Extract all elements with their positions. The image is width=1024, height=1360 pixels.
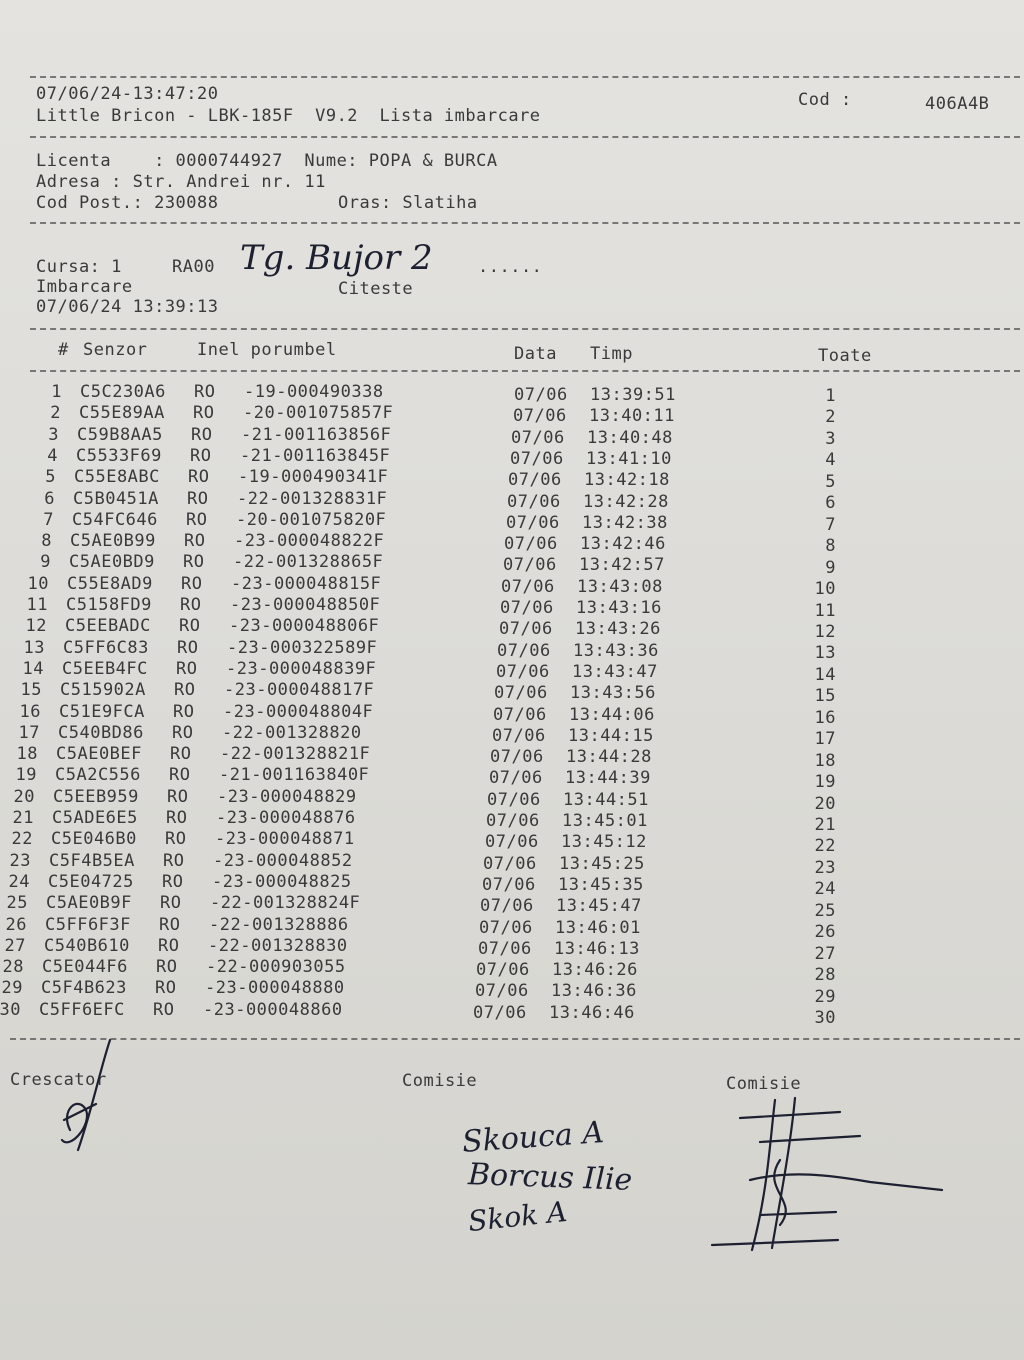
row-number: 17 [18,722,40,743]
senzor-id: C5B0451A [73,488,159,509]
inel-porumbel: -23-000322589F [227,637,378,658]
sosire-data: 07/06 [473,1002,527,1023]
tara: RO [156,957,178,978]
senzor-id: C54FC646 [72,509,158,530]
sosire-timp: 13:43:36 [573,640,659,661]
sosire-timp: 13:46:01 [555,917,641,938]
divider [30,136,1020,138]
col-header-senzor: Senzor [83,340,148,360]
cod-postal: Cod Post.: 230088 [36,193,219,213]
senzor-id: C5AE0BEF [56,744,142,765]
tara: RO [183,552,205,573]
toate-count: 18 [814,750,836,771]
tara: RO [194,382,216,402]
toate-count: 10 [814,579,836,600]
row-number: 22 [11,829,33,850]
inel-porumbel: -21-001163856F [241,424,392,445]
inel-porumbel: -22-001328821F [220,744,371,765]
sosire-data: 07/06 [497,640,551,661]
inel-porumbel: -23-000048871 [215,829,355,850]
senzor-id: C5F4B5EA [49,850,135,871]
sosire-data: 07/06 [479,917,533,938]
senzor-id: C540B610 [44,935,130,956]
inel-porumbel: -23-000048852 [213,850,353,871]
inel-porumbel: -21-001163845F [240,445,391,466]
toate-count: 13 [814,643,836,664]
toate-count: 21 [814,815,836,835]
tara: RO [173,701,195,722]
sosire-timp: 13:42:38 [582,512,668,533]
toate-count: 2 [825,407,836,428]
row-number: 14 [22,658,44,679]
senzor-id: C5E044F6 [42,957,128,978]
sosire-timp: 13:43:56 [570,683,656,704]
row-number: 15 [20,680,42,701]
tara: RO [158,935,180,956]
sosire-timp: 13:44:06 [569,704,655,725]
sosire-timp: 13:42:57 [579,555,665,576]
row-number: 9 [40,552,51,573]
row-number: 16 [19,701,41,722]
tara: RO [153,999,175,1020]
toate-count: 15 [814,686,836,707]
sosire-data: 07/06 [503,555,557,576]
tara: RO [165,829,187,850]
toate-count: 7 [825,514,836,535]
tara: RO [180,595,202,615]
tara: RO [162,871,184,892]
tara: RO [179,616,201,637]
toate-count: 5 [825,471,836,492]
cod-label: Cod : [798,90,852,110]
tara: RO [166,808,188,828]
inel-porumbel: -23-000048860 [203,999,343,1020]
row-number: 26 [5,914,27,935]
row-number: 12 [25,616,47,637]
senzor-id: C540BD86 [58,722,144,743]
senzor-id: C5EEB4FC [62,658,148,679]
sosire-timp: 13:45:01 [562,811,648,831]
sosire-timp: 13:46:36 [551,981,637,1002]
sosire-data: 07/06 [494,683,548,704]
toate-count: 19 [814,772,836,793]
tara: RO [190,445,212,466]
tara: RO [160,893,182,914]
inel-porumbel: -22-001328831F [237,488,388,509]
comisie-label-2: Comisie [726,1074,802,1094]
sosire-timp: 13:44:15 [568,725,654,746]
tara: RO [177,637,199,658]
toate-count: 9 [825,557,836,578]
senzor-id: C5E046B0 [51,829,137,850]
tara: RO [172,722,194,743]
senzor-id: C5ADE6E5 [52,808,138,828]
sosire-data: 07/06 [480,896,534,917]
toate-count: 26 [814,922,836,943]
senzor-id: C55E8AD9 [67,573,153,594]
row-number: 1 [51,382,62,402]
toate-count: 24 [814,879,836,900]
sosire-data: 07/06 [490,747,544,768]
col-header-data: Data [514,344,557,364]
row-number: 13 [23,637,45,658]
row-number: 19 [15,765,37,786]
device-title: Little Bricon - LBK-185F V9.2 Lista imbarcare [36,106,541,126]
sosire-timp: 13:46:13 [554,938,640,959]
sosire-data: 07/06 [508,470,562,491]
toate-count: 14 [814,664,836,685]
cod-value: 406A4B [925,94,990,114]
tara: RO [163,850,185,871]
sosire-data: 07/06 [485,832,539,853]
toate-count: 16 [814,707,836,728]
toate-count: 17 [814,729,836,750]
toate-count: 20 [814,793,836,814]
toate-count: 23 [814,857,836,878]
sosire-timp: 13:46:46 [549,1002,635,1023]
tara: RO [193,403,215,424]
sosire-data: 07/06 [475,981,529,1002]
inel-porumbel: -23-000048825 [212,871,352,892]
sosire-timp: 13:43:16 [576,598,662,618]
divider [30,222,1020,224]
row-number: 20 [13,786,35,807]
toate-count: 3 [825,428,836,449]
sosire-data: 07/06 [482,874,536,895]
toate-count: 6 [825,493,836,514]
licenta-line: Licenta : 0000744927 Nume: POPA & BURCA [36,151,498,171]
sosire-timp: 13:45:47 [556,896,642,917]
print-datetime: 07/06/24-13:47:20 [36,84,219,104]
inel-porumbel: -23-000048839F [226,658,377,679]
row-number: 11 [26,595,48,615]
tara: RO [186,509,208,530]
inel-porumbel: -23-000048880 [205,978,345,999]
inel-porumbel: -23-000048806F [229,616,380,637]
senzor-id: C5A2C556 [55,765,141,786]
sosire-data: 07/06 [500,598,554,618]
toate-count: 22 [814,836,836,857]
toate-count: 1 [825,386,836,406]
sosire-timp: 13:44:51 [563,789,649,810]
sosire-data: 07/06 [492,725,546,746]
sosire-timp: 13:44:39 [565,768,651,789]
inel-porumbel: -23-000048829 [217,786,357,807]
row-number: 27 [4,935,26,956]
senzor-id: C5FF6EFC [39,999,125,1020]
toate-count: 8 [825,536,836,557]
divider [30,328,1020,330]
sosire-data: 07/06 [486,811,540,831]
tara: RO [174,680,196,701]
tara: RO [184,531,206,552]
divider [30,76,1020,78]
senzor-id: C515902A [60,680,146,701]
citeste-label: Citeste [338,279,414,299]
sosire-timp: 13:45:35 [558,874,644,895]
senzor-id: C5F4B623 [41,978,127,999]
row-number: 2 [50,403,61,424]
sosire-timp: 13:42:18 [584,470,670,491]
sosire-data: 07/06 [478,938,532,959]
sosire-data: 07/06 [501,576,555,597]
inel-porumbel: -22-000903055 [206,957,346,978]
inel-porumbel: -23-000048850F [230,595,381,615]
sosire-timp: 13:43:47 [572,661,658,682]
inel-porumbel: -20-001075857F [243,403,394,424]
col-header-toate: Toate [818,346,872,366]
sosire-timp: 13:42:28 [583,491,669,512]
inel-porumbel: -23-000048822F [234,531,385,552]
toate-count: 27 [814,943,836,964]
tara: RO [169,765,191,786]
row-number: 5 [45,467,56,488]
row-number: 6 [44,488,55,509]
sosire-timp: 13:43:08 [577,576,663,597]
senzor-id: C55E89AA [79,403,165,424]
senzor-id: C5FF6F3F [45,914,131,935]
sosire-timp: 13:44:28 [566,747,652,768]
senzor-id: C5AE0BD9 [69,552,155,573]
sosire-timp: 13:45:12 [561,832,647,853]
location-dots: ...... [478,257,543,277]
sosire-data: 07/06 [483,853,537,874]
sosire-data: 07/06 [487,789,541,810]
sosire-timp: 13:40:11 [589,406,675,427]
tara: RO [155,978,177,999]
sosire-data: 07/06 [513,406,567,427]
sosire-data: 07/06 [496,661,550,682]
row-number: 18 [16,744,38,765]
toate-count: 25 [814,900,836,921]
tara: RO [187,488,209,509]
tara: RO [176,658,198,679]
row-number: 29 [1,978,23,999]
race-code: RA00 [172,257,215,277]
oras: Oras: Slatiha [338,193,478,213]
inel-porumbel: -19-000490341F [238,467,389,488]
row-number: 10 [27,573,49,594]
col-header-inel: Inel porumbel [197,340,337,360]
sosire-data: 07/06 [476,960,530,981]
inel-porumbel: -23-000048815F [231,573,382,594]
row-number: 21 [12,808,34,828]
sosire-data: 07/06 [511,427,565,448]
comisie-label-1: Comisie [402,1071,478,1091]
tara: RO [170,744,192,765]
sosire-data: 07/06 [499,619,553,640]
row-number: 7 [43,509,54,530]
senzor-id: C5EEBADC [65,616,151,637]
senzor-id: C55E8ABC [74,467,160,488]
senzor-id: C5AE0B9F [46,893,132,914]
sosire-timp: 13:39:51 [590,385,676,405]
comisie-name-3: Skok A [466,1194,569,1239]
senzor-id: C5E04725 [48,871,134,892]
sosire-timp: 13:41:10 [586,448,672,469]
sosire-data: 07/06 [493,704,547,725]
tara: RO [191,424,213,445]
senzor-id: C5EEB959 [53,786,139,807]
sosire-timp: 13:40:48 [587,427,673,448]
toate-count: 30 [814,1008,836,1029]
row-number: 3 [48,424,59,445]
tara: RO [159,914,181,935]
senzor-id: C5FF6C83 [63,637,149,658]
comisie-name-2: Borcus Ilie [467,1157,633,1198]
col-header-timp: Timp [590,344,633,364]
inel-porumbel: -22-001328886 [209,914,349,935]
sosire-data: 07/06 [504,534,558,555]
sosire-data: 07/06 [507,491,561,512]
senzor-id: C5158FD9 [66,595,152,615]
sosire-data: 07/06 [514,385,568,405]
inel-porumbel: -22-001328865F [233,552,384,573]
inel-porumbel: -23-000048876 [216,808,356,828]
sosire-timp: 13:46:26 [552,960,638,981]
tara: RO [181,573,203,594]
sosire-data: 07/06 [510,448,564,469]
row-number: 30 [0,999,21,1020]
senzor-id: C51E9FCA [59,701,145,722]
row-number: 24 [8,871,30,892]
inel-porumbel: -22-001328824F [210,893,361,914]
inel-porumbel: -23-000048804F [223,701,374,722]
imbarcare-label: Imbarcare [36,277,133,297]
toate-count: 12 [814,621,836,642]
inel-porumbel: -22-001328820 [222,722,362,743]
row-number: 8 [41,531,52,552]
col-header-num: # [58,340,69,360]
toate-count: 28 [814,965,836,986]
divider [10,1038,1020,1040]
sosire-data: 07/06 [489,768,543,789]
adresa-line: Adresa : Str. Andrei nr. 11 [36,172,326,192]
tara: RO [167,786,189,807]
inel-porumbel: -23-000048817F [224,680,375,701]
crescator-label: Crescator [10,1070,107,1090]
comisie-name-1: Skouca A [460,1115,606,1160]
toate-count: 4 [825,450,836,471]
inel-porumbel: -21-001163840F [219,765,370,786]
sosire-timp: 13:43:26 [575,619,661,640]
imbarcare-time: 07/06/24 13:39:13 [36,297,219,317]
row-number: 23 [9,850,31,871]
row-number: 28 [2,957,24,978]
senzor-id: C5C230A6 [80,382,166,402]
sosire-timp: 13:42:46 [580,534,666,555]
senzor-id: C59B8AA5 [77,424,163,445]
row-number: 25 [6,893,28,914]
inel-porumbel: -20-001075820F [236,509,387,530]
inel-porumbel: -19-000490338 [244,382,384,402]
row-number: 4 [47,445,58,466]
senzor-id: C5533F69 [76,445,162,466]
sosire-data: 07/06 [506,512,560,533]
race-location-handwritten: Tg. Bujor 2 [240,238,433,278]
toate-count: 29 [814,986,836,1007]
senzor-id: C5AE0B99 [70,531,156,552]
sosire-timp: 13:45:25 [559,853,645,874]
divider [30,370,1020,372]
inel-porumbel: -22-001328830 [208,935,348,956]
tara: RO [188,467,210,488]
cursa: Cursa: 1 [36,257,122,277]
toate-count: 11 [814,600,836,621]
